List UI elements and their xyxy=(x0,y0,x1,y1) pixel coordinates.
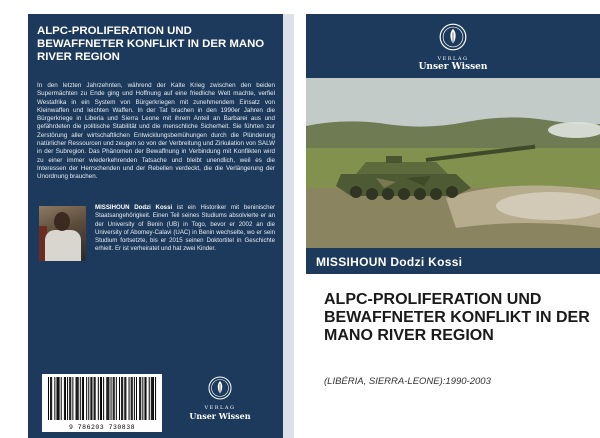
publisher-emblem-icon xyxy=(208,376,232,400)
isbn-number: 9 786203 730838 xyxy=(68,424,135,431)
front-title: ALPC-PROLIFERATION UND BEWAFFNETER KONFLIKT IN DER MANO RIVER REGION xyxy=(324,291,590,344)
front-cover xyxy=(294,14,600,438)
front-subtitle: (LIBÉRIA, SIERRA-LEONE):1990-2003 xyxy=(324,376,491,387)
publisher-name-back: Unser Wissen xyxy=(189,411,251,421)
back-cover-blurb: In den letzten Jahrzehnten, während der Kalte Krieg zwischen den beiden Supermächten zu Ende ging und Hoffnung auf eine friedliche Welt machte, verfiel Westafrika in ein System von Bürgerkriegen mit zunehmendem Einsatz von Kleinwaffen und leichten Waffen. In der Tat brachen in den 1990er Jahren die Bürgerkriege in Liberia und Sierra Leone mit ihrem Anteil an Barbarei aus und gefährdeten die politische Stabilität und die menschliche Sicherheit. Sie führten zur Zerstörung aller wirtschaftlichen Entwicklungsbemühungen durch die Plünderung natürlicher Ressourcen und zeugen so von der Verbreitung und Zirkulation von SALW in der Subregion. Das Phänomen der Bewaffnung in Verbindung mit Konflikten wird zu einer immer wiederkehrenden Tatsache und bleibt unendlich, weil es die Interessen der Herrschenden und der Rebellen verdeckt, die die Verlängerung der Unordnung brauchen. xyxy=(37,82,275,181)
front-header-band xyxy=(306,14,600,78)
back-cover-title: ALPC-PROLIFERATION UND BEWAFFNETER KONFLIKT IN DER MANO RIVER REGION xyxy=(37,25,265,63)
publisher-label-front: VERLAG xyxy=(437,56,469,62)
author-photo xyxy=(39,206,86,261)
publisher-label-back: VERLAG xyxy=(204,405,236,411)
author-bio xyxy=(95,204,275,254)
back-cover xyxy=(28,14,283,438)
isbn-barcode xyxy=(42,374,162,432)
author-strip xyxy=(306,248,600,274)
author-bio-name: MISSIHOUN Dodzi Kossi xyxy=(95,204,173,211)
cover-photo-tank xyxy=(306,78,600,248)
front-author-name: MISSIHOUN Dodzi Kossi xyxy=(316,255,463,269)
publisher-logo-back xyxy=(186,376,254,421)
publisher-emblem-icon xyxy=(439,23,467,51)
spine xyxy=(283,14,294,438)
publisher-name-front: Unser Wissen xyxy=(418,62,488,72)
author-bio-text: ist ein Historiker mit beninischer Staatsangehörigkeit. Einen Teil seines Studiums absolvierte er an der University of Benin (UB) in Togo, bevor er 2002 an die University of Abomey-Calavi (UAC) in Benin wechselte, wo er sein Studium fortsetzte, bis er 2015 seinen Doktortitel in Geschichte erhielt. Er ist verheiratet und hat zwei Kinder. xyxy=(95,204,275,253)
